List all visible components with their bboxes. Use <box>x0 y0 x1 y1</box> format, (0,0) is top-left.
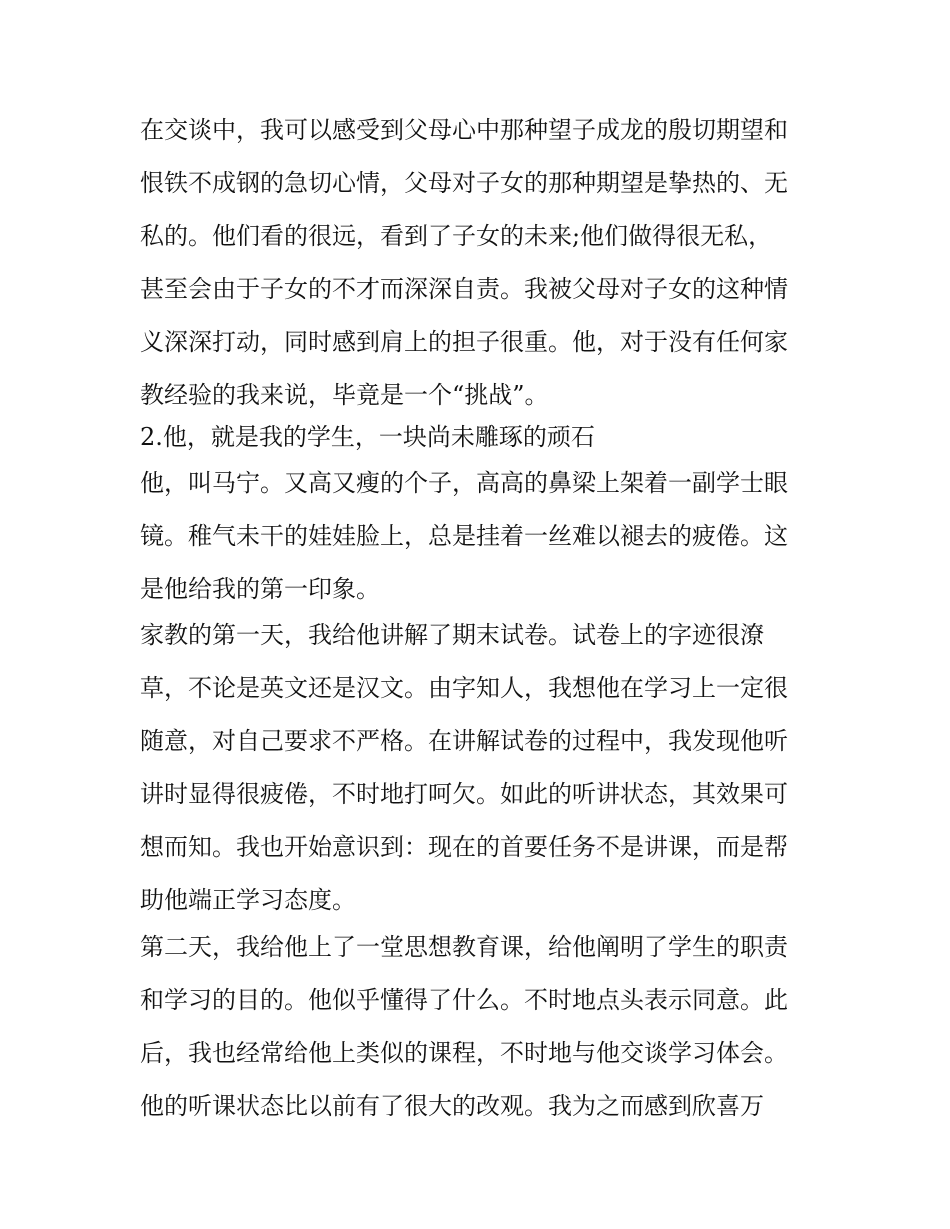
text-line: 镜。稚气未干的娃娃脸上，总是挂着一丝难以褪去的疲倦。这 <box>140 522 788 550</box>
section-heading: 2.他，就是我的学生，一块尚未雕琢的顽石 <box>140 423 595 451</box>
text-line: 恨铁不成钢的急切心情，父母对子女的那种期望是挚热的、无 <box>140 169 788 197</box>
text-line: 后，我也经常给他上类似的课程，不时地与他交谈学习体会。 <box>140 1039 788 1067</box>
text-line: 义深深打动，同时感到肩上的担子很重。他，对于没有任何家 <box>140 328 788 356</box>
text-line: 讲时显得很疲倦，不时地打呵欠。如此的听讲状态，其效果可 <box>140 780 788 808</box>
text-line: 随意，对自己要求不严格。在讲解试卷的过程中，我发现他听 <box>140 727 788 755</box>
text-line: 他的听课状态比以前有了很大的改观。我为之而感到欣喜万 <box>140 1092 764 1120</box>
text-line: 甚至会由于子女的不才而深深自责。我被父母对子女的这种情 <box>140 275 788 303</box>
text-line: 草，不论是英文还是汉文。由字知人，我想他在学习上一定很 <box>140 674 788 702</box>
text-line: 是他给我的第一印象。 <box>140 575 380 603</box>
text-line: 想而知。我也开始意识到：现在的首要任务不是讲课，而是帮 <box>140 833 788 861</box>
text-line: 私的。他们看的很远，看到了子女的未来;他们做得很无私， <box>140 222 773 250</box>
text-line: 第二天，我给他上了一堂思想教育课，给他阐明了学生的职责 <box>140 933 788 961</box>
text-line: 和学习的目的。他似乎懂得了什么。不时地点头表示同意。此 <box>140 986 788 1014</box>
text-line: 在交谈中，我可以感受到父母心中那种望子成龙的殷切期望和 <box>140 116 788 144</box>
text-line: 助他端正学习态度。 <box>140 886 356 914</box>
text-line: 家教的第一天，我给他讲解了期末试卷。试卷上的字迹很潦 <box>140 621 764 649</box>
text-line: 教经验的我来说，毕竟是一个“挑战”。 <box>140 381 549 409</box>
text-line: 他，叫马宁。又高又瘦的个子，高高的鼻梁上架着一副学士眼 <box>140 469 788 497</box>
